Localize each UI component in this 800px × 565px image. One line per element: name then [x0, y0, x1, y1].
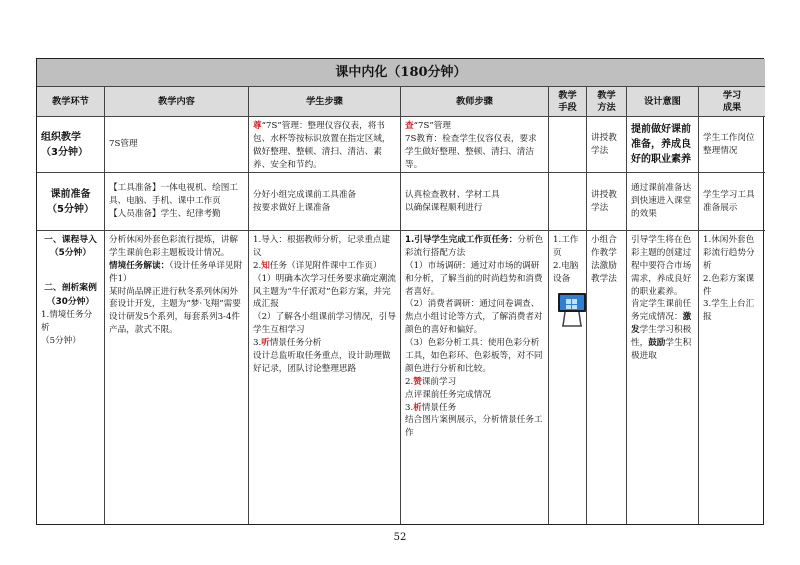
row3-student-s3-key: 听	[261, 338, 270, 349]
row3-student-s2-key: 知	[261, 260, 270, 271]
row2-means	[549, 173, 587, 231]
row3-outcome-3: 3.学生上台汇报	[703, 299, 755, 323]
row3-stage-b-sub-time: （5分钟）	[41, 335, 81, 346]
row1-teacher	[401, 117, 549, 173]
row1-student-text: “7S”管理：整理仪容仪表，将书包、水杯等按标识放置在指定区域，做好整理、整顿、清扫、清洁、素养、安全和节约。	[253, 121, 391, 170]
row2-stage-title: 课前准备	[50, 188, 91, 200]
row2-method-text: 讲授教学法	[591, 189, 617, 213]
row2-intent-text: 通过课前准备达到快速进入课堂的效果	[631, 183, 692, 219]
row3-stage-b-time: （30分钟）	[46, 296, 95, 307]
row1-outcome	[699, 117, 765, 173]
header-method: 教学 方法	[587, 87, 627, 117]
row1-student-key: 尊	[253, 121, 262, 131]
row3-student-s2-a: （1）明确本次学习任务要求确定潮流风主题为“牛仔派对”色彩方案，并完成汇报	[253, 273, 396, 310]
row3-teacher-t1-a: （1）市场调研：通过对市场的调研和分析，了解当前的时尚趋势和消费者喜好。	[405, 260, 543, 297]
page-number: 52	[393, 532, 407, 543]
row3-intent-mid: 学生学习积极性，	[631, 325, 692, 349]
row3-stage-a-time: （5分钟）	[49, 248, 92, 259]
row2-stage	[37, 173, 105, 231]
interactive-display-icon	[557, 292, 587, 328]
row3-outcome-2: 2.色彩方案课件	[703, 273, 755, 297]
row3-student-s3-num: 3.	[253, 338, 262, 349]
header-stage: 教学环节	[37, 87, 105, 117]
row3-outcome-1: 1.休闲外套色彩流行趋势分析	[703, 235, 755, 271]
header-intent: 设计意图	[627, 87, 699, 117]
row1-content	[105, 117, 249, 173]
row2-student-line2: 按要求做好上课准备	[253, 202, 331, 213]
row3-intent-check: 肯定学生课前任务完成情况：	[631, 299, 692, 323]
row1-intent	[627, 117, 699, 173]
row3-student	[249, 231, 401, 524]
row3-outcome	[699, 231, 765, 524]
row3-stage-a: 一、课程导入	[44, 235, 97, 245]
row3-stage	[37, 231, 105, 524]
table-title: 课中内化（180分钟）	[37, 59, 765, 87]
row3-stage-b: 二、剖析案例	[44, 283, 97, 294]
row3-teacher-t3-detail: 结合图片案例展示，分析情景任务工作	[405, 415, 543, 439]
row1-stage	[37, 117, 105, 173]
row3-teacher-t2-detail: 点评课前任务完成情况	[405, 389, 491, 400]
header-teacher: 教师步骤	[401, 87, 549, 117]
row3-teacher-t3-num: 3.	[405, 402, 414, 413]
header-student: 学生步骤	[249, 87, 401, 117]
row2-outcome	[699, 173, 765, 231]
row2-content-line1: 【工具准备】一体电视机、绘图工具、电脑、手机、课中工作页	[109, 183, 238, 207]
row1-method-text: 讲授教学法	[591, 132, 617, 156]
row3-method	[587, 231, 627, 524]
row2-teacher	[401, 173, 549, 231]
row3-method-text: 小组合作教学法激励教学法	[591, 235, 617, 284]
row2-student-line1: 分好小组完成课前工具准备	[253, 189, 357, 200]
row3-teacher-t1-b: （2）消费者调研：通过问卷调查、焦点小组讨论等方式，了解消费者对颜色的喜好和偏好。	[405, 299, 543, 336]
row2-content	[105, 173, 249, 231]
row3-teacher-t3-text: 情景任务	[421, 402, 457, 413]
row3-intent-k2: 鼓励	[648, 338, 666, 349]
header-means: 教学 手段	[549, 87, 587, 117]
row1-teacher-key: 查	[405, 121, 414, 131]
row3-content	[105, 231, 249, 524]
row2-outcome-text: 学生学习工具准备展示	[703, 189, 755, 213]
row1-outcome-text: 学生工作岗位整理情况	[703, 132, 755, 156]
row3-teacher-t2-num: 2.	[405, 376, 414, 387]
row3-student-s2-b: （2）了解各小组课前学习情况，引导学生互相学习	[253, 312, 396, 336]
row2-teacher-line1: 认真检查教材、学材工具	[405, 189, 500, 200]
row2-student	[249, 173, 401, 231]
row3-stage-b-sub: 1.情境任务分析	[41, 309, 93, 333]
row3-means	[549, 231, 587, 524]
row3-teacher-t1-c: （3）色彩分析工具：使用色彩分析工具，如色彩环、色彩板等，对不同颜色进行分析和比较。	[405, 338, 543, 374]
row3-intent-k1: 激发	[631, 312, 692, 336]
row1-means	[549, 117, 587, 173]
row1-student	[249, 117, 401, 173]
row3-teacher-t3-key: 析	[413, 402, 422, 413]
row3-intent-main: 引导学生将在色彩主题的创建过程中要符合市场需求，养成良好的职业素养。	[631, 235, 692, 297]
row3-student-s2-num: 2.	[253, 260, 262, 271]
row3-content-task-label: 情境任务解读：	[109, 260, 170, 271]
row1-stage-title: 组织教学	[41, 131, 81, 143]
row2-intent	[627, 173, 699, 231]
row3-teacher-t1-text: 分析色彩流行搭配方法	[405, 235, 544, 258]
row1-intent-text: 提前做好课前准备，养成良好的职业素养	[631, 124, 691, 165]
row3-student-s1: 1.导入：根据教师分析，记录重点建议	[253, 235, 391, 258]
header-content: 教学内容	[105, 87, 249, 117]
row1-stage-time: （3分钟）	[41, 146, 88, 158]
row1-teacher-line2: 7S教育：检查学生仪容仪表，要求学生做好整理、整顿、清扫、清洁等。	[405, 133, 537, 170]
row3-intent-end: 学生积极进取	[631, 338, 692, 362]
row1-teacher-line1: “7S”管理	[413, 121, 451, 131]
row3-student-s3-text: 情景任务分析	[269, 338, 322, 349]
row3-teacher-t1: 1.引导学生完成工作页任务：	[405, 235, 518, 245]
row3-teacher-t2-key: 赞	[413, 376, 422, 387]
row1-method	[587, 117, 627, 173]
row3-teacher	[401, 231, 549, 524]
row3-means-2: 2.电脑设备	[553, 260, 579, 284]
row2-content-line2: 【人员准备】学生、纪律考勤	[109, 208, 221, 219]
row3-means-1: 1.工作页	[553, 235, 579, 258]
lesson-plan-table	[36, 58, 764, 525]
row3-intent	[627, 231, 699, 524]
row3-student-s3-detail: 设计总监听取任务重点，设计助理做好记录，团队讨论整理思路	[253, 351, 391, 374]
row3-teacher-t2-text: 课前学习	[421, 376, 457, 387]
row3-content-case: 某时尚品牌正进行秋冬系列休闲外套设计开发，主题为“梦·飞翔”需要设计研发5个系列，每套系列3-4件产品，款式不限。	[109, 286, 241, 336]
row2-method	[587, 173, 627, 231]
row3-student-s2-text: 任务（详见附件课中工作页）	[269, 260, 382, 271]
header-outcome: 学习 成果	[699, 87, 765, 117]
row1-content-text: 7S管理	[109, 139, 138, 150]
row2-teacher-line2: 以确保课程顺利进行	[405, 202, 483, 213]
row2-stage-time: （5分钟）	[47, 203, 94, 215]
row3-content-intro: 分析休闲外套色彩流行提炼，讲解学生课前色彩主题板设计情况。	[109, 235, 238, 258]
row3-content-task-note: （设计任务单详见附件1）	[109, 260, 243, 284]
